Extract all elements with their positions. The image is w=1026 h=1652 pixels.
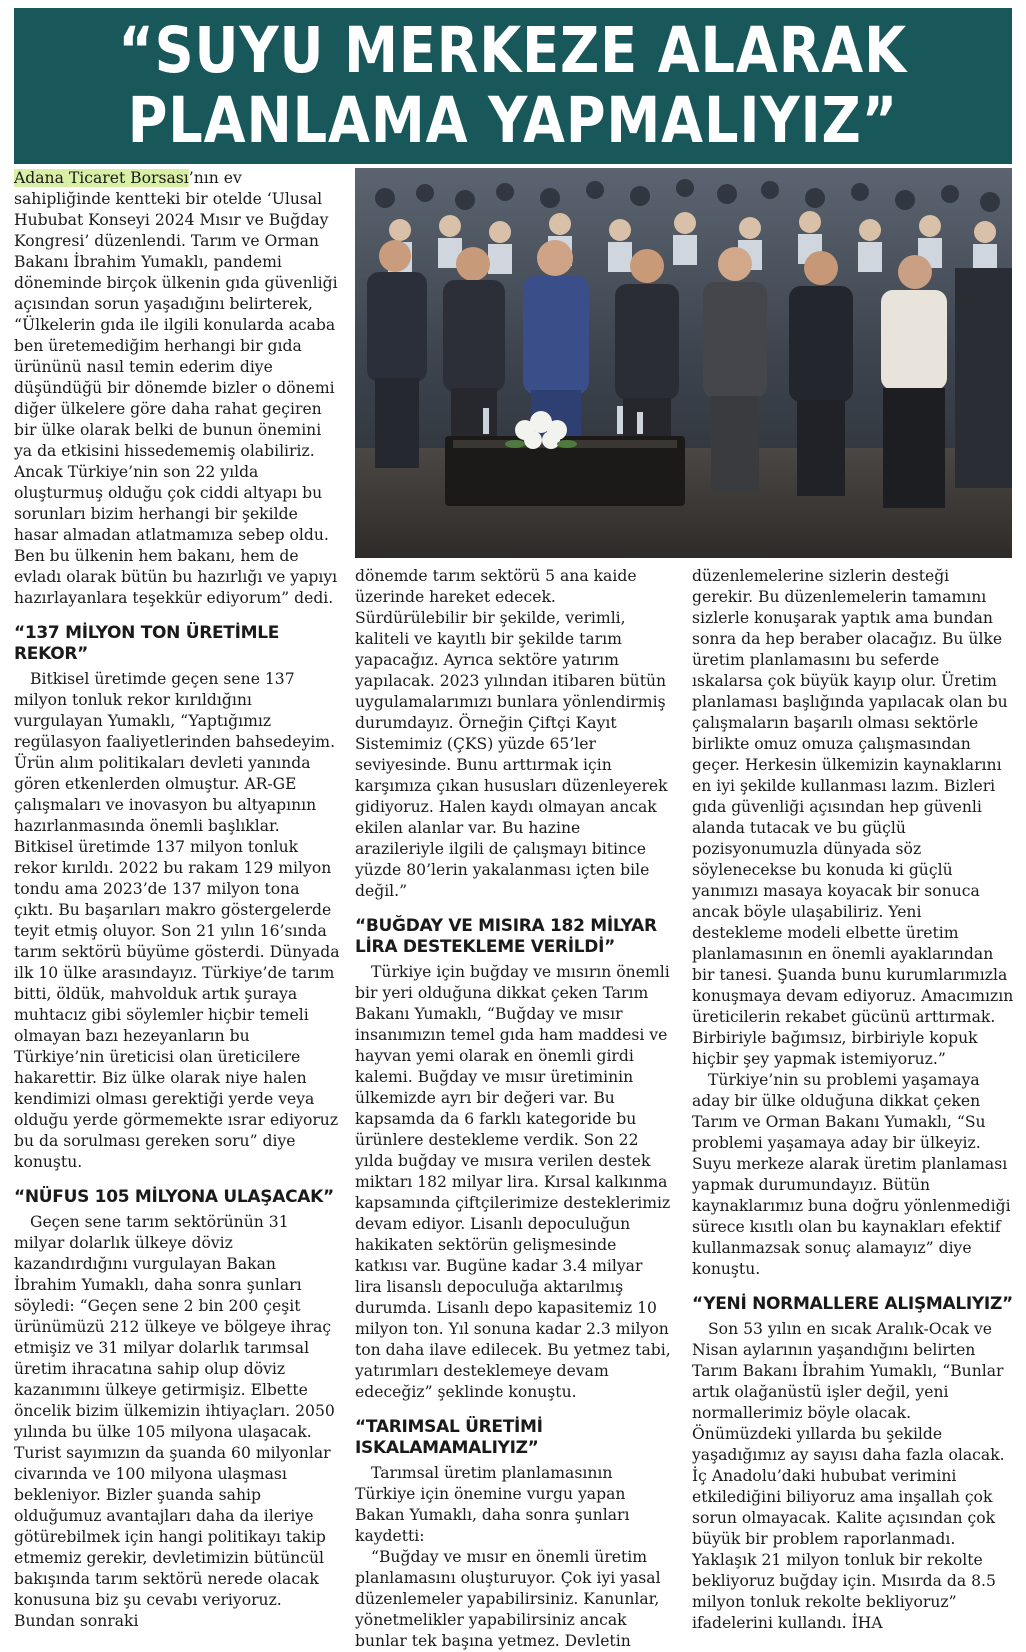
subheading-planning: “TARIMSAL ÜRETİMİ ISKALAMAMALIYIZ” (355, 1417, 543, 1458)
paragraph-population: Geçen sene tarım sektörünün 31 milyar dolarlık ülkeye döviz kazandırdığını vurgulayan Bakan İbrahim Yumaklı, daha sonra şunları söyledi: “Geçen sene 2 bin 200 çeşit ürünümüzü 212 ülkeye ve bölgeye ihraç etmişiz ve 31 milyar dolarlık tarımsal üretim ihracatına sahip olup döviz kazanımını ülkeye getirmişiz. Elbette öncelik bizim ülkemizin ihtiyaçları. 2050 yılında bu ülke 105 milyona ulaşacak. Turist sayımızın da şuanda 60 milyonlar civarında ve 100 milyona ulaşması bekleniyor. Bizler şuanda sahip olduğumuz avantajları daha da ileriye götürebilmek için hangi politikayı takip etmemiz gerekir, devletimizin bütüncül bakışında tarım sektörü nerede olacak konusuna biz şu cevabı veriyoruz. Bundan sonraki (14, 1213, 335, 1630)
headline-banner (14, 8, 1012, 164)
paragraph-support: Türkiye için buğday ve mısırın önemli bir yeri olduğuna dikkat çeken Tarım Bakanı Yumaklı, “Buğday ve mısır insanımızın temel gıda ham maddesi ve hayvan yemi olarak en önemli girdi kalemi. Buğday ve mısır üretiminin ülkemizde ayrı bir değeri var. Bu kapsamda da 6 farklı kategoride bu ürünlere destekleme verdik. Son 22 yılda buğday ve mısıra verilen destek miktarı 182 milyar lira. Kırsal kalkınma kapsamında çiftçilerimize desteklerimiz devam ediyor. Lisanlı depoculuğun hakikaten sektörün gelişmesinde katkısı var. Bugüne kadar 3.4 milyar lira lisanslı depoculuğa aktarılmış durumda. Lisanlı depo kapasitemiz 10 milyon ton. Yıl sonuna kadar 2.3 milyon ton daha ilave edilecek. Bu yetmez tabi, yatırımları desteklemeye devam edeceğiz” şeklinde konuştu. (355, 963, 671, 1401)
article-column-2 (355, 566, 672, 1650)
headline-line-2: PLANLAMA YAPMALIYIZ” (127, 84, 899, 157)
conference-photo-illustration (355, 168, 1012, 558)
headline-line-1: “SUYU MERKEZE ALARAK (118, 14, 908, 87)
paragraph-new-normals: Son 53 yılın en sıcak Aralık-Ocak ve Nisan aylarının yaşandığını belirten Tarım Bakanı İbrahim Yumaklı, “Bunlar artık olağanüstü işler değil, yeni normallerimiz böyle olacak. Önümüzdeki yıllarda bu şekilde yaşadığımız ay sayısı daha fazla olacak. İç Anadolu’daki hububat verimini etkilediğini biliyoruz ama inşallah çok sorun olmayacak. Kalite açısından çok büyük bir problem raporlanmadı. Yaklaşık 21 milyon tonluk bir rekolte bekliyoruz buğday için. Mısırda da 8.5 milyon tonluk rekolte bekliyoruz” ifadelerini kullandı. İHA (692, 1320, 1005, 1632)
paragraph-record: Bitkisel üretimde geçen sene 137 milyon tonluk rekor kırıldığını vurgulayan Yumaklı, “Yaptığımız regülasyon faaliyetlerinden bahsedeyim. Ürün alım politikaları devleti yanında gören etkenlerden olmuştur. AR-GE çalışmaları ve inovasyon bu altyapının hazırlanmasında önemli başlıklar. Bitkisel üretimde 137 milyon tonluk rekor kırıldı. 2022 bu rakam 129 milyon tondu ama 2023’de 137 milyon tona çıktı. Bu başarıları makro göstergelerde teyit etmiş oluyor. Son 21 yılın 16’sında tarım sektörü büyüme gösterdi. Dünyada ilk 10 ülke arasındayız. Türkiye’de tarım bitti, öldük, mahvolduk artık şuraya muhtacız gibi söylemler hiçbir temeli olmayan bazı hezeyanların bu Türkiye’nin üreticisi olan üreticilere hakarettir. Biz ülke olarak niye halen kendimizi olması gerektiği yerde veya olduğu yerde görmemekte ısrar ediyoruz bu da sorulması gereken soru” diye konuştu. (14, 670, 340, 1171)
subheading-new-normals: “YENİ NORMALLERE ALIŞMALIYIZ” (692, 1294, 1013, 1314)
article-column-3 (692, 566, 1014, 1632)
paragraph-continued-2: düzenlemelerine sizlerin desteği gerekir. Bu düzenlemelerin tamamını sizlerle konuşarak yaptık ama bundan sonra da hep beraber olacağız. Bu ülke üretim planlamasını bu seferde ıskalarsa çok büyük kayıp olur. Üretim planlaması başlığında yapılacak olan bu çalışmaların başarılı olması sektörle birlikte omuz omuza çalışmasından geçer. Herkesin ülkemizin kaynaklarını en iyi şekilde kullanması lazım. Bizleri gıda güvenliği açısından hep güvenli alanda tutacak ve bu güçlü pozisyonumuzla dünyada söz söylenecekse bu konuda ki güçlü yanımızı masaya koyacak bir sonuca ancak böyle ulaşabiliriz. Yeni destekleme modeli elbette üretim planlamasının en önemli ayaklarından bir tanesi. Şuanda bunu kurumlarımızla konuşmaya devam ediyoruz. Amacımızın üreticilerin rekabet gücünü arttırmak. Birbiriyle bağımsız, birbiriyle kopuk hiçbir şey yapmak istemiyoruz.” (692, 567, 1014, 1068)
subheading-population: “NÜFUS 105 MİLYONA ULAŞACAK” (14, 1187, 334, 1207)
conference-photo (355, 168, 1012, 558)
lead-text: ’nın ev sahipliğinde kentteki bir otelde ‘Ulusal Hububat Konseyi 2024 Mısır ve Buğday Kongresi’ düzenlendi. Tarım ve Orman Bakanı İbrahim Yumaklı, pandemi döneminde birçok ülkenin gıda güvenliği açısından sorun yaşadığını belirterek, “Ülkelerin gıda ile ilgili konularda acaba ben üretemediğim herhangi bir gıda ürününü nasıl temin ederim diye düşündüğü bir dönemde bizler o dönemi diğer ülkelere göre daha rahat geçiren bir ülke olarak belki de bunun önemini ya da etkisini hissedememiş olabiliriz. Ancak Türkiye’nin son 22 yılda oluşturmuş olduğu çok ciddi altyapı bu sorunları bizim herhangi bir şekilde hasar almadan atlatmamıza sebep oldu. Ben bu ülkenin hem bakanı, hem de evladı olarak bütün bu hazırlığı ve yapıyı hazırlayanlara teşekkür ediyorum” dedi. (14, 169, 338, 607)
lead-paragraph (14, 168, 340, 609)
paragraph-planning-intro: Tarımsal üretim planlamasının Türkiye için önemine vurgu yapan Bakan Yumaklı, daha sonra şunları kaydetti: (355, 1464, 630, 1545)
paragraph-planning-quote: “Buğday ve mısır en önemli üretim planlamasını oluşturuyor. Çok iyi yasal düzenlemeler yapabilirsiniz. Kanunlar, yönetmelikler yapabilirsiniz ancak bunlar tek başına yetmez. Devletin (355, 1548, 661, 1650)
source-highlight: Adana Ticaret Borsası (14, 169, 189, 187)
article-column-1 (14, 168, 340, 1630)
paragraph-water: Türkiye’nin su problemi yaşamaya aday bir ülke olduğuna dikkat çeken Tarım ve Orman Bakanı Yumaklı, “Su problemi yaşamaya aday bir ülkeyiz. Suyu merkeze alarak üretim planlaması yapmak durumundayız. Bütün kaynaklarımız buna doğru yönlenmediği sürece kısıtlı olan bu kaynakları efektif kullanmazsak sonuç alamayız” diye konuştu. (692, 1071, 1011, 1278)
paragraph-continued: dönemde tarım sektörü 5 ana kaide üzerinde hareket edecek. Sürdürülebilir bir şekilde, verimli, kaliteli ve kayıtlı bir şekilde tarım yapacağız. Ayrıca sektöre yatırım yapılacak. 2023 yılından itibaren bütün uygulamalarımızı bunlara yönlendirmiş durumdayız. Örneğin Çiftçi Kayıt Sistemimiz (ÇKS) yüzde 65’ler seviyesinde. Bunu arttırmak için karşımıza çıkan hususları düzenleyerek gidiyoruz. Halen kaydı olmayan ancak ekilen alanlar var. Bu hazine arazileriyle ilgili de çalışmayı bitince yüzde 80’lerin yakalanması içten bile değil.” (355, 567, 668, 900)
subheading-support: “BUĞDAY VE MISIRA 182 MİLYAR LİRA DESTEKLEME VERİLDİ” (355, 916, 657, 957)
subheading-record: “137 MİLYON TON ÜRETİMLE REKOR” (14, 623, 280, 664)
